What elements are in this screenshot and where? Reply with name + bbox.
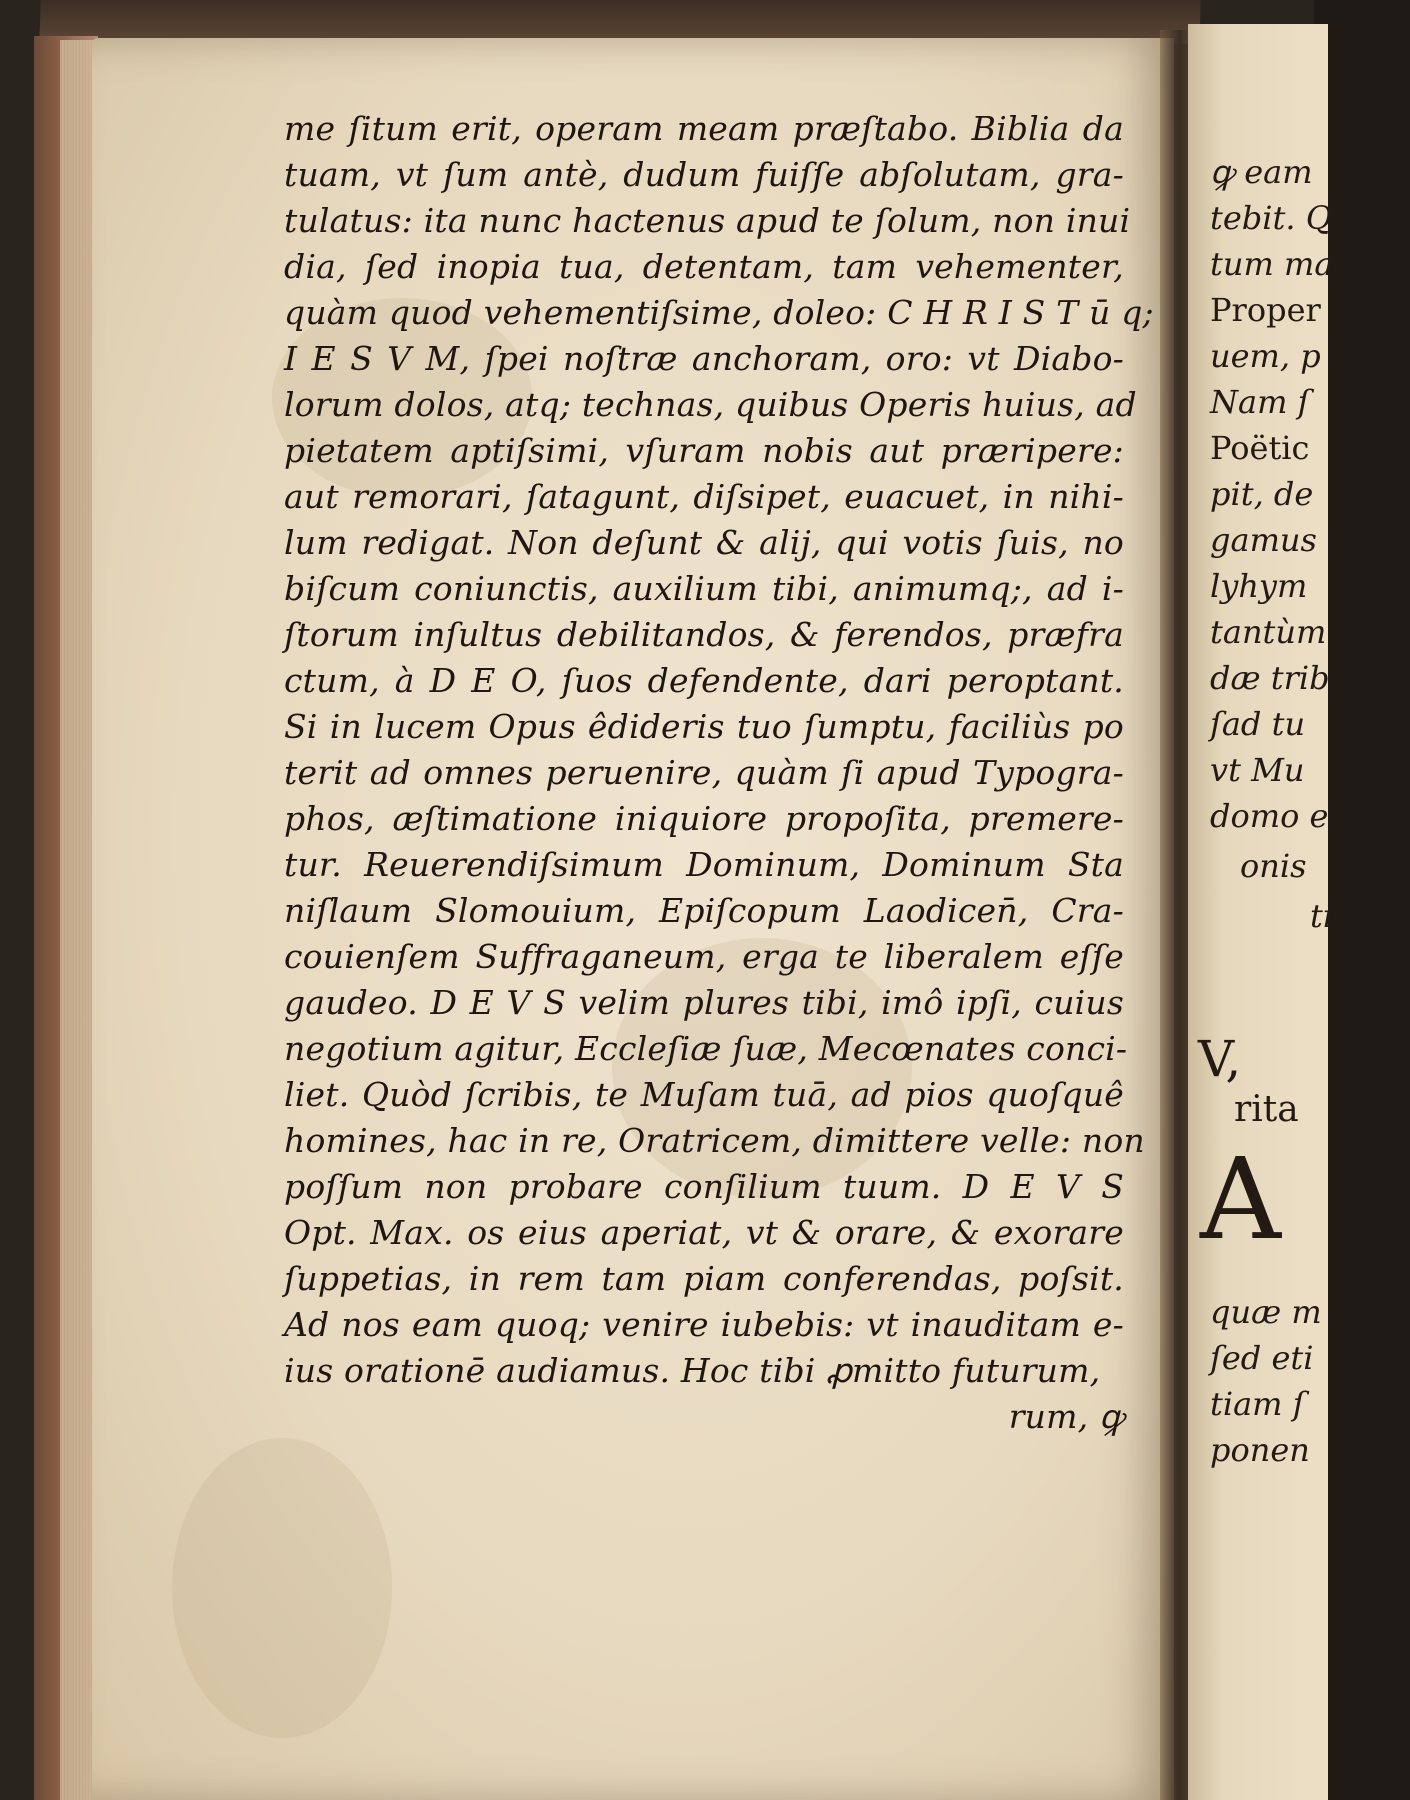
right-fragment: domo e [1210, 797, 1329, 835]
right-fragment: quæ m [1210, 1293, 1322, 1331]
text-line: quàm quod vehementiſsime, doleo: C H R I S T ū q; [284, 293, 1154, 332]
right-fragment: tebit. Q [1210, 199, 1332, 237]
text-line: lum redigat. Non deſunt & alij, qui votis ſuis, no [284, 523, 1124, 562]
right-fragment: pit, de [1210, 475, 1314, 513]
text-line: me ſitum erit, operam meam præſtabo. Biblia da [284, 109, 1124, 148]
text-line: gaudeo. D E V S velim plures tibi, imô ipſi, cuius [284, 983, 1124, 1022]
text-line: ctum, à D E O, ſuos defendente, dari peroptant. [284, 661, 1124, 700]
text-line: couienſem Suffraganeum, erga te liberalem eſſe [284, 937, 1124, 976]
right-fragment: ſed eti [1210, 1339, 1314, 1377]
text-line: pietatem aptiſsimi, vſuram nobis aut præripere: [284, 431, 1124, 470]
text-line: niſlaum Slomouium, Epiſcopum Laodicen̄, Cra- [284, 891, 1124, 930]
right-fragment: ponen [1210, 1431, 1310, 1469]
text-line: biſcum coniunctis, auxilium tibi, animumq;, ad i- [284, 569, 1124, 608]
right-fragment: gamus [1210, 521, 1317, 559]
right-heading-fragment: rita [1234, 1089, 1299, 1130]
text-line: aut remorari, ſatagunt, diſsipet, euacuet, in nihi- [284, 477, 1124, 516]
drop-capital: A [1200, 1135, 1281, 1265]
text-line: ſtorum inſultus debilitandos, & ferendos, præfra [284, 615, 1124, 654]
text-line: tuam, vt ſum antè, dudum fuiſſe abſolutam, gra- [284, 155, 1124, 194]
text-line: Ad nos eam quoq; venire iubebis: vt inauditam e- [284, 1305, 1124, 1344]
right-page [1188, 24, 1334, 1800]
right-heading-fragment: V, [1198, 1030, 1242, 1088]
catchword: rum, ꝙ [1008, 1397, 1124, 1436]
right-fragment: ꝙ eam [1210, 153, 1313, 191]
text-line: dia, ſed inopia tua, detentam, tam vehementer, [284, 247, 1124, 286]
right-fragment: dæ trib [1210, 659, 1330, 697]
right-fragment: tantùm [1210, 613, 1327, 651]
right-fragment: uem, p [1210, 337, 1321, 375]
text-line: terit ad omnes peruenire, quàm ſi apud Typogra- [284, 753, 1124, 792]
right-fragment: lyhym [1210, 567, 1308, 605]
text-line: lorum dolos, atq; technas, quibus Operis huius, ad [284, 385, 1137, 424]
right-fragment: tum ma [1210, 245, 1334, 283]
paper-stain [172, 1438, 392, 1738]
text-line: Si in lucem Opus êdideris tuo ſumptu, faciliùs po [284, 707, 1124, 746]
text-line: phos, æſtimatione iniquiore propoſita, premere- [284, 799, 1124, 838]
text-line: tur. Reuerendiſsimum Dominum, Dominum Sta [284, 845, 1124, 884]
right-fragment: tiam ſ [1210, 1385, 1305, 1423]
right-fragment: onis [1240, 847, 1307, 885]
right-fragment: vt Mu [1210, 751, 1305, 789]
text-line: I E S V M, ſpei noſtræ anchoram, oro: vt Diabo- [284, 339, 1124, 378]
text-line: Opt. Max. os eius aperiat, vt & orare, & exorare [284, 1213, 1124, 1252]
right-fragment: ſad tu [1210, 705, 1306, 743]
text-line: liet. Quòd ſcribis, te Muſam tuā, ad pios quoſquê [284, 1075, 1124, 1114]
right-fragment: Poëtic [1210, 429, 1310, 467]
text-line: poſſum non probare conſilium tuum. D E V S [284, 1167, 1124, 1206]
right-fragment: ti [1310, 897, 1334, 935]
text-line: ius orationē audiamus. Hoc tibi ꝓmitto futurum, [284, 1351, 1101, 1390]
text-line: ſuppetias, in rem tam piam conferendas, poſsit. [284, 1259, 1124, 1298]
text-line: negotium agitur, Eccleſiæ ſuæ, Mecœnates conci- [284, 1029, 1128, 1068]
text-line: homines, hac in re, Oratricem, dimittere velle: non [284, 1121, 1145, 1160]
right-fragment: Nam ſ [1210, 383, 1310, 421]
right-fragment: Proper [1210, 291, 1321, 329]
text-line: tulatus: ita nunc hactenus apud te ſolum, non inui [284, 201, 1131, 240]
